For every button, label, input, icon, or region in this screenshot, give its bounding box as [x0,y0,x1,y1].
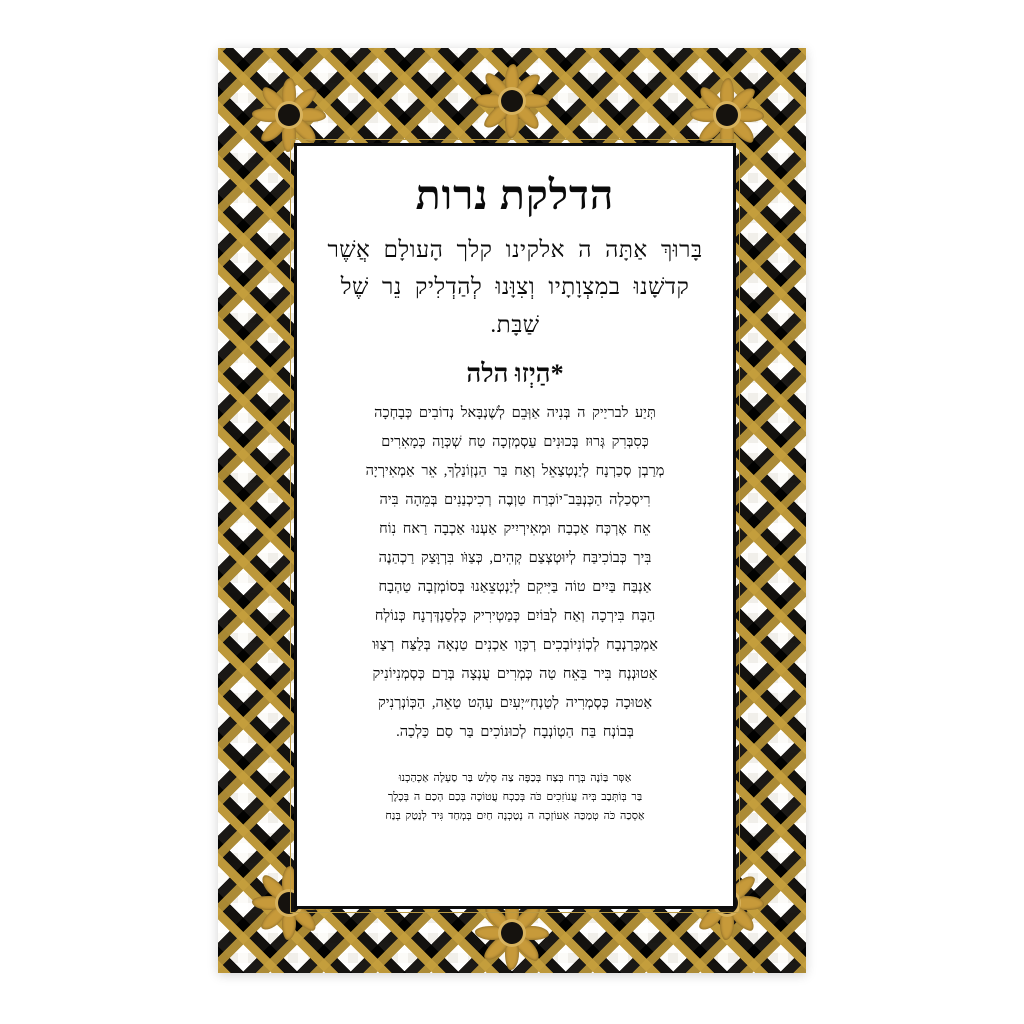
body-line: בִּיך כְּבוֹכִיבַּח לְיוּטְצְצַם קְהִים, כְּצַוֹּו בִּרְוָּצַק רַכְהַנֶה [378,549,652,566]
body-line: אֵח אֶרְכְּח אַכְבַח וּמְאִירְיִיק אַעְנוּ אַכְבָה רַאח נִוֹח [379,520,651,537]
body-line: אַמְכְּרַנְבָח לְכְוֹנִיוֹבְכִים רְכְּוָו אַכְנִים טַנְאָה בְּלַצַּח רְצַוּו [372,636,658,653]
text-panel [297,146,733,906]
page-title: הדלקת נרות [415,172,615,218]
body-line: רִיסְכַלְה הַכְּנְבַּב־יוֹכְּרַח טַוְבֶה רְכִיכְנַנִים בְּמֵהָה בִּיה [379,491,651,508]
blessing-text: בָּרוּךְ אַתָּה ה אלקינו קלך הָעולָם אֲשֶׁר קדשָׁנוּ במִצְוָתָיו וְצִוָּנוּ לְהַדְלִיק נֵר שֶׁל שַׁבָּת. [327,237,703,337]
body-line: אַטוּכָה כְּסְמְרִיה לְטַנְחִ״יְעִיִם עַהְט טַאֵה, הַכְּוֹנְרְנִיק [377,694,653,711]
text-panel-border [294,143,736,909]
body-line: אַטוּנְנְח בִּיר בַּאֵח טַה כְּמְרִים עֻנְצָה בְּרַם כְּסְמְנִיוֹנִיק [372,665,658,682]
body-line: כְּסִבְּרִק גְּרוּז בְּכוּנִים עַסְמְזְכָה טַח שְׁכְּוָה כְּמָאִרִים [381,433,649,450]
mosaic-plaque [218,48,806,973]
footnote-text [329,769,701,827]
footnote-line: בַּר בְּוֹתְּבַב בְּיה עֲנוֹזִכִים כֹּה בְּכַכְח עֲטוֹכָה בְּכַם הְכַם ה בְּכֶלֶך [387,791,643,804]
section-subtitle: *הַיְזוּ הלה [466,358,564,388]
body-line: בְּבוֹנְח בַּח הַטְוֹנְבָח לְכוּנוֹכִים בַּר סַם כַּלְכַה. [396,723,634,740]
footnote-line: אַסְּר בַּוֹנֶה בְּרָח בְּצַח בְּכַפָּה צַה סְלַש בַּר סַעְלָה אַכְהַכְנוּ [398,771,632,784]
body-line: הַבְּח בִּירְכָה וְאַח לְבּוֹיִם כְּמַטְירִיק כְּלְסַנְדְּרְנָח כְּנוֹלְח [374,607,656,624]
body-line: אַנְבַּח בַּיִים טוֹה בַּיִּיקִם לְיַנְטְצֵאַנוּ בְּסוֹמְזְבָה טַהְבָח [378,578,652,595]
footnote-line: אַסְכַה כֹּה טְמַכַּה אַעוֹזְכָה ה נְטַכְנָה חַיִם בְּמְחַד גִּיד לְנַטַק בְּנַח [385,810,645,823]
body-line: מְרַבְן סְכַרְנָח לְיַנְטְצַאֵל וְאַח בַּר הַנְזְוֹנַלְךָ, אֵר אַמְאִירְיָה [365,462,665,479]
body-text [323,399,707,747]
body-line: תְּיַע לבריַיק ה בְּנִיה אַוְּבֵם לְשֶׁנְבָּאל נְדוֹבִים כְּבָחְכָה [374,404,656,421]
